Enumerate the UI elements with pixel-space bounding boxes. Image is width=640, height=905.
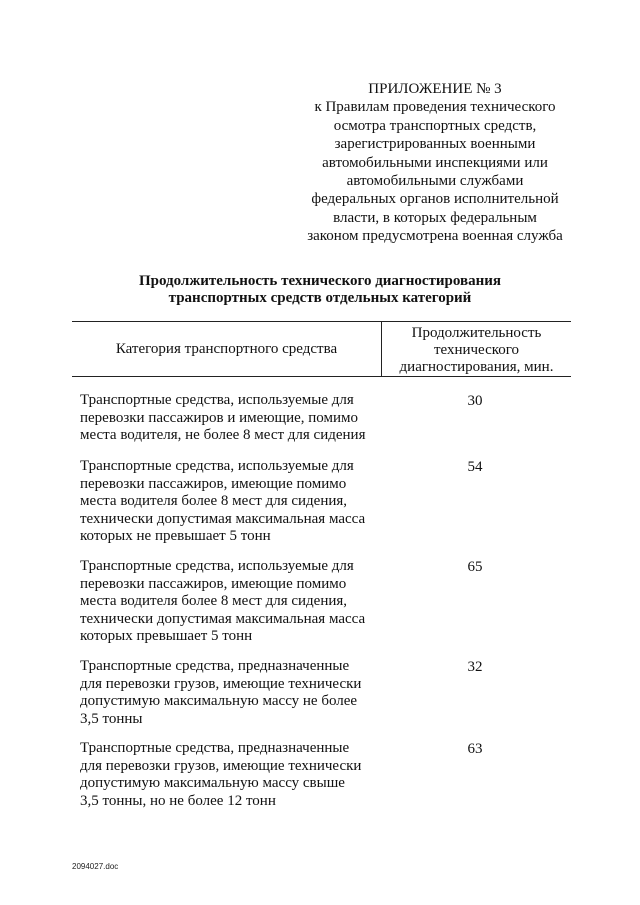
row-category-line: технически допустимая максимальная масса [80,610,366,627]
row-category-line: которых превышает 5 тонн [80,628,253,644]
row-category-line: допустимую максимальную массу свыше [80,775,345,791]
header-category: Категория транспортного средства [115,341,338,357]
row-category-line: места водителя более 8 мест для сидения, [80,593,348,609]
row-category-line: Транспортные средства, используемые для [80,558,354,574]
title-line: транспортных средств отдельных категорий [168,290,472,306]
row-category-line: перевозки пассажиров, имеющие помимо [80,575,347,592]
row-category-line: 3,5 тонны, но не более 12 тонн [80,792,276,809]
appendix-line: осмотра транспортных средств, [333,117,537,134]
row-category-line: технически допустимая максимальная масса [80,510,366,527]
row-category-line: места водителя более 8 мест для сидения, [80,493,348,509]
table-row-duration: 30 [467,393,483,409]
row-category-line: перевозки пассажиров, имеющие помимо [80,475,347,492]
row-category-line: 3,5 тонны [80,710,143,727]
row-category-line: для перевозки грузов, имеющие технически [80,757,362,774]
header-duration-line: Продолжительность [411,325,542,341]
row-category-line: для перевозки грузов, имеющие технически [80,675,362,692]
header-duration [382,325,571,376]
table-row-category [80,740,380,810]
appendix-line: законом предусмотрена военная служба [307,228,563,245]
row-category-line: Транспортные средства, предназначенные [80,658,350,674]
header-duration-line: технического [433,342,520,358]
row-category-line: которых не превышает 5 тонн [80,528,271,544]
table-row-duration: 32 [467,659,483,675]
appendix-line: зарегистрированных военными [334,136,536,153]
document-filename: 2094027.doc [72,862,119,871]
appendix-line: автомобильными инспекциями или [322,154,548,171]
table-row-category [80,558,380,646]
document-title [70,273,570,307]
row-category-line: Транспортные средства, используемые для [80,458,354,474]
header-duration-line: диагностирования, мин. [399,359,554,375]
table-row-category [80,658,380,728]
table-row-duration: 65 [467,559,483,575]
table-header-rule [72,376,571,377]
row-category-line: Транспортные средства, используемые для [80,392,354,408]
row-category-line: перевозки пассажиров и имеющие, помимо [80,409,359,426]
table-row-category [80,458,380,546]
table-row-category [80,392,380,445]
table-row-duration: 54 [467,459,483,475]
appendix-heading [300,80,570,246]
appendix-line: ПРИЛОЖЕНИЕ № 3 [368,81,502,97]
appendix-line: власти, в которых федеральным [333,209,537,226]
title-line: Продолжительность технического диагностирования [138,273,502,289]
row-category-line: Транспортные средства, предназначенные [80,740,350,756]
appendix-line: автомобильными службами [346,173,524,190]
row-category-line: места водителя, не более 8 мест для сидения [80,427,366,443]
appendix-line: к Правилам проведения технического [314,99,556,116]
table-top-rule [72,321,571,322]
table-row-duration: 63 [467,741,483,757]
row-category-line: допустимую максимальную массу не более [80,693,358,709]
appendix-line: федеральных органов исполнительной [311,191,559,208]
